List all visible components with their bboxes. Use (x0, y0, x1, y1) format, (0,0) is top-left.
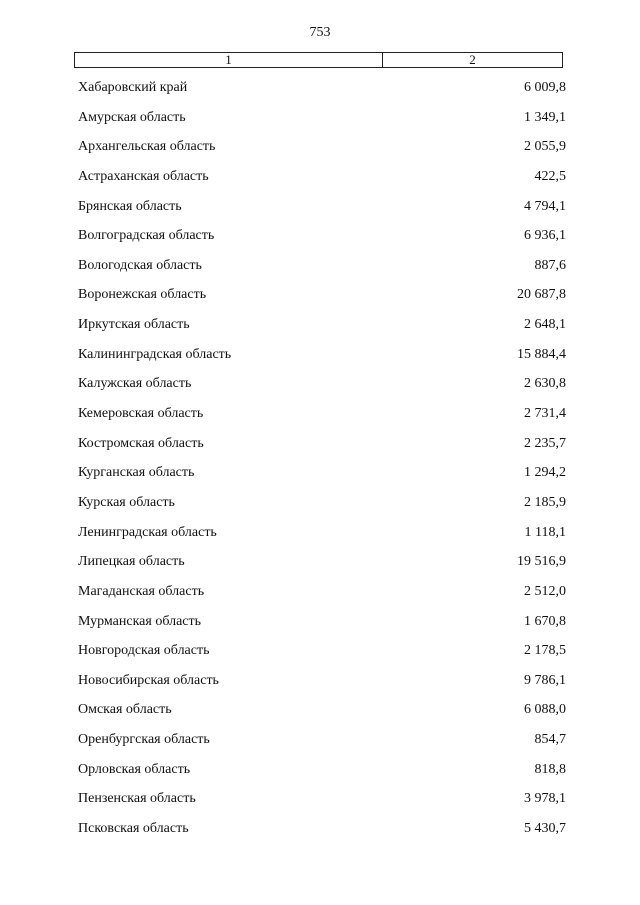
table-row (0, 374, 640, 404)
region-name: Иркутская область (78, 317, 190, 333)
table-body (0, 78, 640, 849)
table-row (0, 137, 640, 167)
region-name: Псковская область (78, 821, 189, 837)
region-value: 2 648,1 (524, 317, 566, 333)
region-name: Липецкая область (78, 554, 185, 570)
region-value: 854,7 (534, 732, 566, 748)
region-name: Новосибирская область (78, 672, 219, 688)
region-value: 2 235,7 (524, 435, 566, 451)
region-value: 9 786,1 (524, 672, 566, 688)
region-name: Калужская область (78, 376, 192, 392)
table-row (0, 671, 640, 701)
region-value: 1 670,8 (524, 613, 566, 629)
table-row (0, 167, 640, 197)
table-row (0, 641, 640, 671)
table-row (0, 523, 640, 553)
region-name: Ленинградская область (78, 524, 217, 540)
column-header-2: 2 (469, 52, 476, 67)
region-name: Амурская область (78, 109, 186, 125)
region-value: 4 794,1 (524, 198, 566, 214)
table-row (0, 819, 640, 849)
region-value: 15 884,4 (517, 346, 566, 362)
table-row (0, 789, 640, 819)
region-name: Вологодская область (78, 257, 202, 273)
region-value: 1 118,1 (524, 524, 566, 540)
table-row (0, 760, 640, 790)
region-value: 6 009,8 (524, 80, 566, 95)
table-row (0, 78, 640, 108)
table-row (0, 463, 640, 493)
region-name: Пензенская область (78, 791, 196, 807)
region-value: 19 516,9 (517, 554, 566, 570)
region-name: Курская область (78, 494, 175, 510)
region-value: 1 349,1 (524, 109, 566, 125)
table-row (0, 256, 640, 286)
region-name: Магаданская область (78, 583, 205, 599)
region-name: Орловская область (78, 761, 191, 777)
table-row (0, 493, 640, 523)
region-name: Мурманская область (78, 613, 202, 629)
region-name: Новгородская область (78, 643, 210, 659)
region-name: Омская область (78, 702, 172, 718)
table-row (0, 612, 640, 642)
region-value: 2 731,4 (524, 406, 566, 422)
table-row (0, 404, 640, 434)
region-name: Костромская область (78, 435, 204, 451)
table-header (74, 52, 563, 68)
region-name: Калининградская область (78, 346, 232, 362)
region-name: Волгоградская область (78, 228, 215, 244)
region-name: Астраханская область (78, 168, 209, 184)
region-name: Хабаровский край (78, 80, 188, 95)
region-value: 818,8 (534, 761, 566, 777)
region-value: 5 430,7 (524, 821, 566, 837)
table-row (0, 434, 640, 464)
region-name: Архангельская область (78, 139, 216, 155)
region-value: 1 294,2 (524, 465, 566, 481)
region-value: 2 512,0 (524, 583, 566, 599)
region-value: 3 978,1 (524, 791, 566, 807)
table-row (0, 700, 640, 730)
region-value: 887,6 (534, 257, 566, 273)
region-value: 422,5 (534, 168, 566, 184)
region-name: Воронежская область (78, 287, 207, 303)
page-number: 753 (309, 25, 331, 40)
table-row (0, 345, 640, 375)
region-value: 20 687,8 (517, 287, 566, 303)
region-value: 6 088,0 (524, 702, 566, 718)
region-name: Кемеровская область (78, 406, 204, 422)
table-row (0, 552, 640, 582)
table-row (0, 582, 640, 612)
region-name: Оренбургская область (78, 732, 210, 748)
region-value: 2 178,5 (524, 643, 566, 659)
region-value: 2 185,9 (524, 494, 566, 510)
region-name: Брянская область (78, 198, 182, 214)
table-row (0, 730, 640, 760)
region-value: 6 936,1 (524, 228, 566, 244)
region-value: 2 630,8 (524, 376, 566, 392)
table-row (0, 315, 640, 345)
table-row (0, 285, 640, 315)
column-header-1: 1 (75, 53, 383, 67)
region-value: 2 055,9 (524, 139, 566, 155)
region-name: Курганская область (78, 465, 195, 481)
table-row (0, 108, 640, 138)
table-row (0, 226, 640, 256)
table-row (0, 197, 640, 227)
